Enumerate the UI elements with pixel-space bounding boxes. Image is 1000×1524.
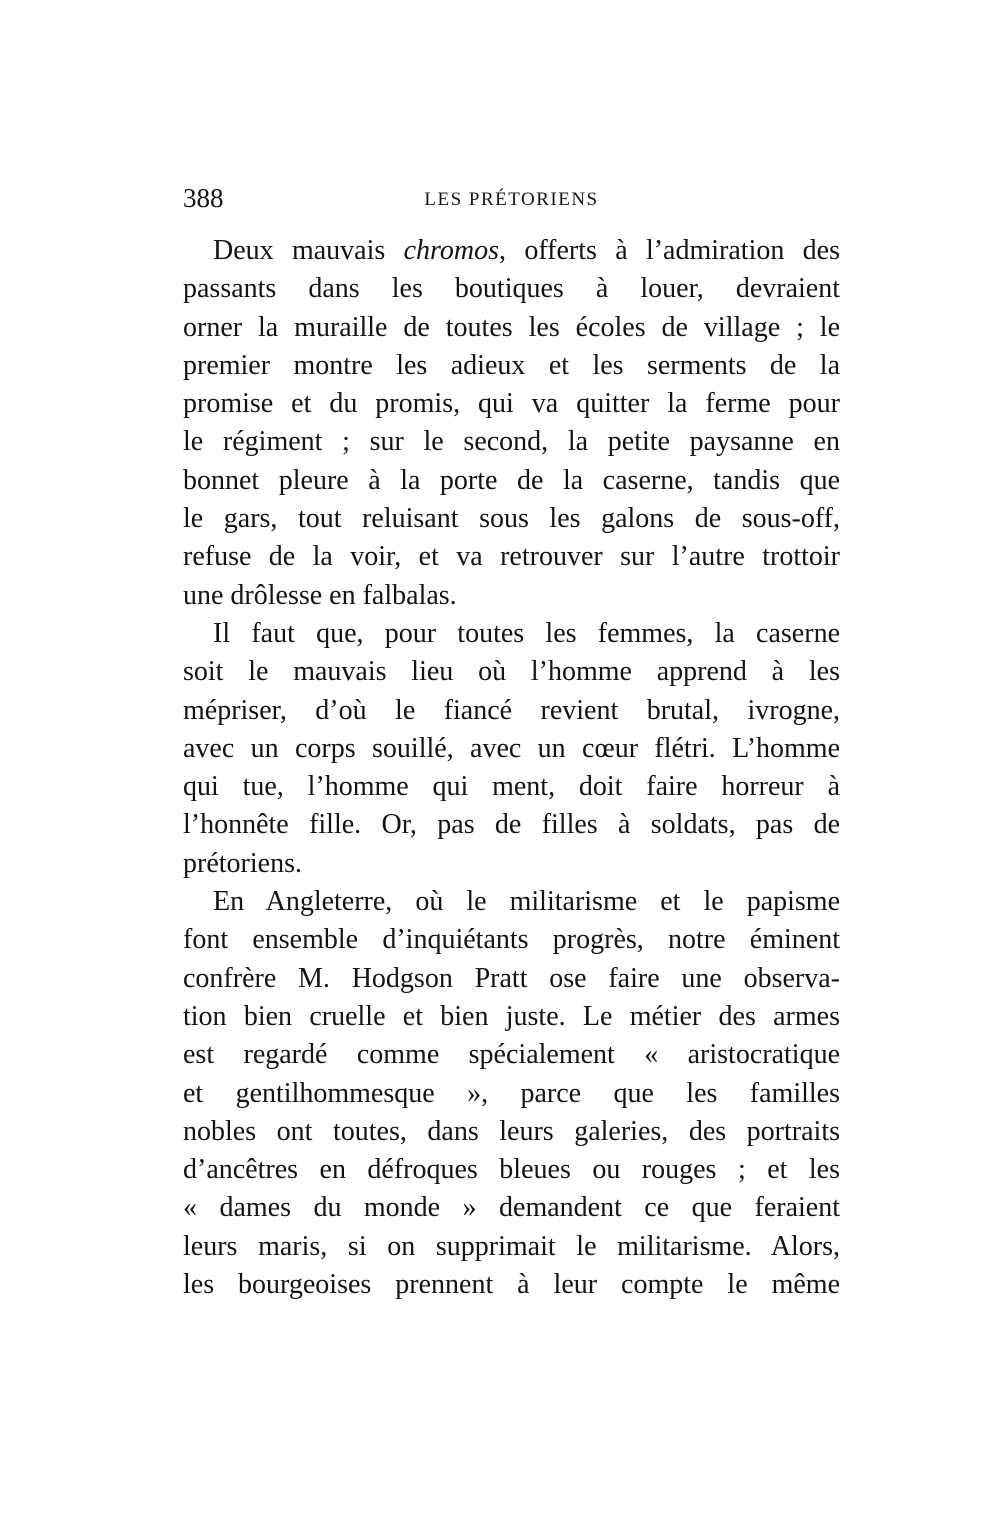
text-line: les bourgeoises prennent à leur compte le même [183, 1269, 840, 1301]
text-line: Il faut que, pour toutes les femmes, la caserne [213, 617, 840, 649]
text-line: mépriser, d’où le fiancé revient brutal, ivrogne, [183, 694, 840, 726]
text-line: le gars, tout reluisant sous les galons de sous-off, [183, 503, 840, 535]
text-line: font ensemble d’inquiétants progrès, notre éminent [183, 924, 840, 956]
text-line-end: , offerts à l’admiration des [499, 235, 840, 266]
text-line-start: Deux mauvais [213, 235, 404, 266]
body-text [183, 232, 840, 1304]
text-line: soit le mauvais lieu où l’homme apprend à les [183, 656, 840, 688]
text-line: l’honnête fille. Or, pas de filles à soldats, pas de [183, 809, 840, 841]
text-line: « dames du monde » demandent ce que feraient [183, 1192, 840, 1224]
text-line: En Angleterre, où le militarisme et le papisme [213, 886, 840, 918]
text-line: promise et du promis, qui va quitter la ferme pour [183, 388, 840, 420]
text-line: prétoriens. [183, 847, 302, 879]
text-line: une drôlesse en falbalas. [183, 579, 457, 611]
text-line [183, 232, 840, 270]
text-line: leurs maris, si on supprimait le militarisme. Alors, [183, 1230, 840, 1262]
running-head: LES PRÉTORIENS [424, 189, 599, 210]
text-line: est regardé comme spécialement « aristocratique [183, 1039, 840, 1071]
text-line: tion bien cruelle et bien juste. Le métier des armes [183, 1000, 840, 1032]
text-line: premier montre les adieux et les serments de la [183, 349, 840, 381]
text-line: refuse de la voir, et va retrouver sur l’autre trottoir [183, 541, 840, 573]
page-header [183, 180, 840, 216]
text-line: confrère M. Hodgson Pratt ose faire une observa- [183, 962, 840, 994]
text-line: avec un corps souillé, avec un cœur flétri. L’homme [183, 732, 840, 764]
text-line: qui tue, l’homme qui ment, doit faire horreur à [183, 771, 840, 803]
text-line: d’ancêtres en défroques bleues ou rouges ; et les [183, 1154, 840, 1186]
text-line: orner la muraille de toutes les écoles de village ; le [183, 311, 840, 343]
text-line: le régiment ; sur le second, la petite paysanne en [183, 426, 840, 458]
text-line: nobles ont toutes, dans leurs galeries, des portraits [183, 1115, 840, 1147]
page-number: 388 [183, 183, 224, 213]
text-line: bonnet pleure à la porte de la caserne, tandis que [183, 464, 840, 496]
text-line: et gentilhommesque », parce que les familles [183, 1077, 840, 1109]
text-line: passants dans les boutiques à louer, devraient [183, 273, 840, 305]
italic-word: chromos [403, 235, 499, 266]
